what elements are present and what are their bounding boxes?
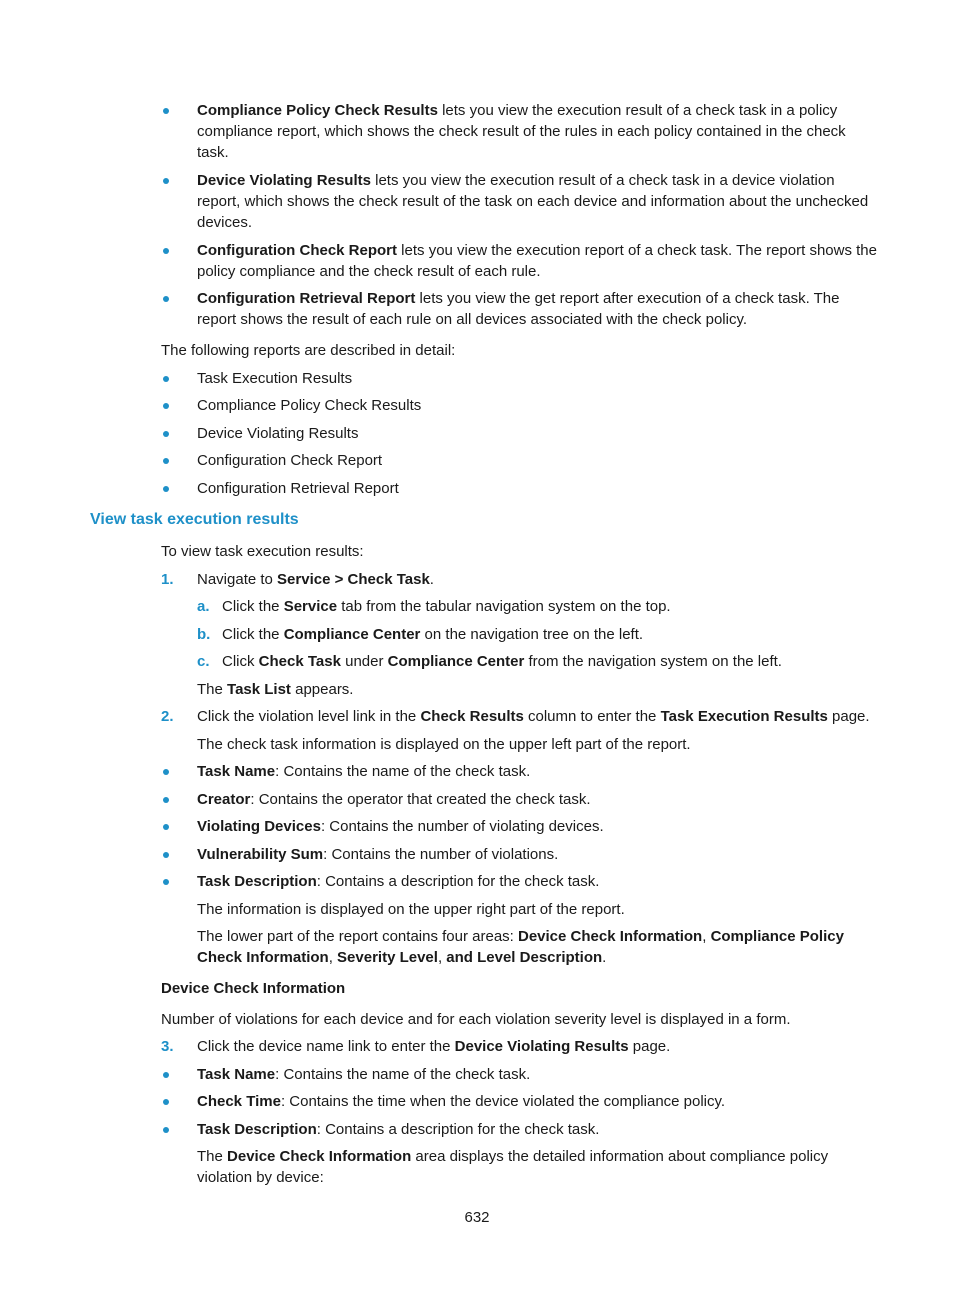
subsection-heading: Device Check Information [161,980,346,997]
bullet-term: Device Violating Results [197,172,371,189]
bullet-term: Compliance Policy Check Results [197,102,438,119]
bullet-icon [163,486,169,492]
bullet-icon [163,1072,169,1078]
substep-b: Click the Compliance Center on the navigation tree on the left. [222,626,644,643]
field-bullet: Task Description: Contains a description for the check task. [197,873,600,890]
bullet-icon [163,769,169,775]
bullet-icon [163,458,169,464]
bullet-icon [163,1099,169,1105]
step2-lower-areas: The lower part of the report contains four areas: Device Check Information, Compliance Policy Check Information, Severity Level, and Level Description. [197,928,844,966]
page-number: 632 [464,1209,490,1226]
field-bullet: Task Name: Contains the name of the check task. [197,763,531,780]
field-bullet: Check Time: Contains the time when the device violated the compliance policy. [197,1093,726,1110]
report-item: Compliance Policy Check Results [197,397,422,414]
step-number: 1. [161,571,174,588]
bullet-icon [163,797,169,803]
reports-intro: The following reports are described in detail: [161,342,456,359]
subsection-text: Number of violations for each device and for each violation severity level is displayed in a form. [161,1011,791,1028]
field-bullet: Task Description: Contains a description for the check task. [197,1121,600,1138]
bullet-term: Configuration Retrieval Report [197,290,416,307]
intro-bullet-3 [197,240,877,282]
field-bullet: Creator: Contains the operator that created the check task. [197,791,591,808]
step1-text: Navigate to Service > Check Task. [197,571,434,588]
bullet-text: lets you view the execution result of a check task in a device violation report, which shows the check result of the task on each device and information about the unchecked devices. [197,172,869,231]
bullet-icon [163,852,169,858]
report-item: Configuration Retrieval Report [197,480,399,497]
bullet-text: lets you view the execution report of a check task. The report shows the policy compliance and the check result of each rule. [197,242,877,280]
report-item: Task Execution Results [197,370,353,387]
step2-info: The check task information is displayed on the upper left part of the report. [197,736,691,753]
bullet-term: Configuration Check Report [197,242,398,259]
section-heading: View task execution results [90,511,299,528]
substep-letter: b. [197,626,211,643]
section-intro: To view task execution results: [161,543,364,560]
report-item: Device Violating Results [197,425,359,442]
bullet-icon [163,824,169,830]
bullet-icon [163,376,169,382]
bullet-icon [163,296,169,302]
report-item: Configuration Check Report [197,452,383,469]
bullet-icon [163,403,169,409]
menu-path: Service > Check Task [277,571,430,588]
substep-c: Click Check Task under Compliance Center from the navigation system on the left. [222,653,782,670]
bullet-icon [163,1127,169,1133]
intro-bullet-4 [197,288,877,330]
substep-letter: a. [197,598,210,615]
intro-bullet-2 [197,170,877,233]
step1-result: The Task List appears. [197,681,354,698]
bullet-icon [163,431,169,437]
field-bullet: Vulnerability Sum: Contains the number of violations. [197,846,559,863]
bullet-text: lets you view the execution result of a check task in a policy compliance report, which shows the check result of the rules in each policy contained in the check task. [197,102,846,161]
bullet-icon [163,178,169,184]
bullet-icon [163,108,169,114]
field-bullet: Violating Devices: Contains the number of violating devices. [197,818,604,835]
step-number: 3. [161,1038,174,1055]
bullet-icon [163,879,169,885]
step3-final: The Device Check Information area displays the detailed information about compliance policy violation by device: [197,1148,829,1186]
intro-bullet-1 [197,100,877,163]
step-number: 2. [161,708,174,725]
step2-info2: The information is displayed on the upper right part of the report. [197,901,625,918]
field-bullet: Task Name: Contains the name of the check task. [197,1066,531,1083]
bullet-icon [163,248,169,254]
substep-a: Click the Service tab from the tabular navigation system on the top. [222,598,671,615]
step3-text: Click the device name link to enter the Device Violating Results page. [197,1038,671,1055]
bullet-text: lets you view the get report after execution of a check task. The report shows the result of each rule on all devices associated with the check policy. [197,290,840,328]
substep-letter: c. [197,653,210,670]
step2-text: Click the violation level link in the Check Results column to enter the Task Execution Results page. [197,708,870,725]
